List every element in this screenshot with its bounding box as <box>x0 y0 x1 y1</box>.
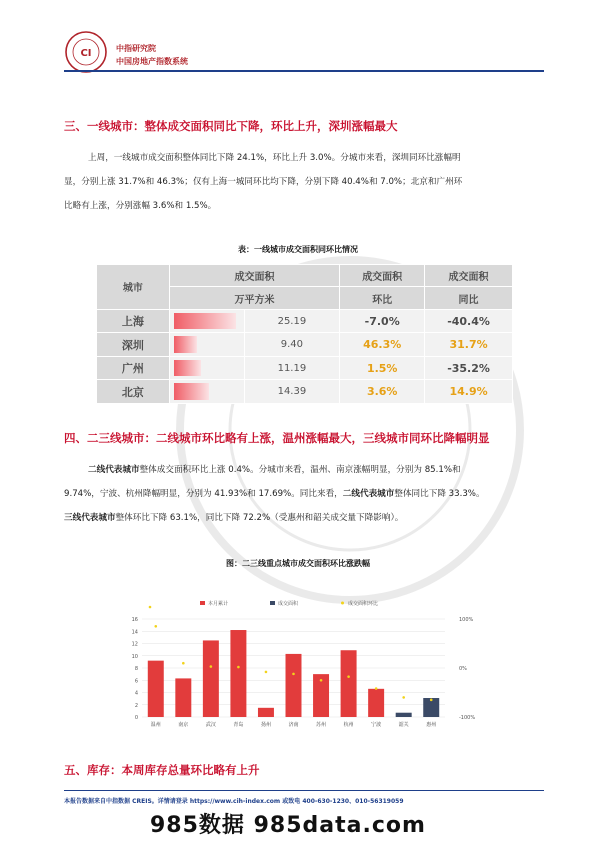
section-4-paragraph-line-2 <box>64 482 485 506</box>
svg-text:CI: CI <box>80 48 92 59</box>
header-yoy-top: 成交面积 <box>425 265 513 287</box>
x-tick-label: 温州 <box>150 722 161 728</box>
section-5-title: 五、库存：本周库存总量环比略有上升 <box>64 763 260 777</box>
yoy-value: 31.7% <box>425 333 513 357</box>
x-tick-label: 惠州 <box>426 722 437 728</box>
area-bar <box>174 383 209 400</box>
chart-point <box>402 696 405 699</box>
x-tick-label: 南京 <box>178 722 189 728</box>
x-tick-label: 宁波 <box>371 722 382 728</box>
city-cell: 深圳 <box>97 333 170 357</box>
chart-bar <box>203 640 219 717</box>
area-bar <box>174 336 197 353</box>
mom-value: 1.5% <box>340 356 425 380</box>
institute-name: 中指研究院 <box>116 44 156 53</box>
chart-point <box>210 665 213 668</box>
section-3-paragraph-line-1: 上周，一线城市成交面积整体同比下降 24.1%，环比上升 3.0%。分城市来看，深圳同环比涨幅明 <box>88 153 461 163</box>
chart-point <box>320 679 323 682</box>
y-left-tick-label: 14 <box>131 629 138 636</box>
legend-swatch <box>270 601 275 605</box>
x-tick-label: 韶关 <box>398 722 409 728</box>
area-value: 9.40 <box>244 333 340 357</box>
y-left-tick-label: 0 <box>134 715 138 721</box>
area-bar <box>174 360 202 377</box>
system-name: 中国房地产指数系统 <box>116 57 188 66</box>
chart-point <box>182 662 185 665</box>
chart-bar <box>368 689 384 717</box>
area-bar-cell <box>169 356 244 380</box>
chart-point <box>375 687 378 690</box>
area-bar-cell <box>169 309 244 333</box>
mom-value: 46.3% <box>340 333 425 357</box>
area-value: 14.39 <box>244 380 340 404</box>
header-mom: 环比 <box>340 287 425 309</box>
chart-point <box>154 625 157 628</box>
city-cell: 上海 <box>97 309 170 333</box>
header-city: 城市 <box>97 265 170 310</box>
area-value: 25.19 <box>244 309 340 333</box>
header-mom-top: 成交面积 <box>340 265 425 287</box>
header-area: 成交面积 <box>169 265 340 287</box>
section-4-line-3-text: 整体环比下降 63.1%，同比下降 72.2%（受惠州和韶关成交量下降影响）。 <box>115 513 404 523</box>
chart-bar <box>286 654 302 717</box>
x-tick-label: 武汉 <box>205 722 216 728</box>
y-left-tick-label: 16 <box>131 617 138 623</box>
y-left-tick-label: 10 <box>131 653 138 660</box>
table-caption: 表：一线城市成交面积同环比情况 <box>238 245 358 254</box>
section-4-title: 四、二三线城市：二线城市环比略有上涨，温州涨幅最大，三线城市同环比降幅明显 <box>64 431 490 445</box>
yoy-value: -35.2% <box>425 356 513 380</box>
y-right-tick-label: 0% <box>459 666 467 672</box>
chart-bar <box>230 630 246 717</box>
chart-point <box>149 606 152 609</box>
table-row <box>97 380 513 404</box>
second-tier-label: 二线代表城市 <box>88 465 140 475</box>
area-bar <box>174 313 236 330</box>
chart-bar <box>341 650 357 717</box>
area-bar-cell <box>169 333 244 357</box>
chart-bar <box>258 708 274 717</box>
mom-value: 3.6% <box>340 380 425 404</box>
header-divider <box>64 70 544 72</box>
table-row <box>97 309 513 333</box>
chart-bar <box>396 713 412 717</box>
x-tick-label: 济南 <box>288 722 299 728</box>
section-3-title: 三、一线城市：整体成交面积同比下降，环比上升，深圳涨幅最大 <box>64 119 398 133</box>
section-3-paragraph-line-3: 比略有上涨，分别涨幅 3.6%和 1.5%。 <box>64 201 217 211</box>
legend-label: 成交面积环比 <box>348 601 379 607</box>
table-row <box>97 333 513 357</box>
footer-source-note: 本报告数据来自中指数据 CREIS。详情请登录 https://www.cih-index.com 或致电 400-630-1230、010-56319059 <box>64 798 404 805</box>
city-cell: 广州 <box>97 356 170 380</box>
y-left-tick-label: 4 <box>134 690 138 697</box>
city-cell: 北京 <box>97 380 170 404</box>
x-tick-label: 苏州 <box>316 722 327 728</box>
header-area-unit: 万平方米 <box>169 287 340 309</box>
chart-caption: 图：二三线重点城市成交面积环比涨跌幅 <box>226 559 370 568</box>
chart-point <box>430 699 433 702</box>
header-yoy: 同比 <box>425 287 513 309</box>
x-tick-label: 青岛 <box>233 722 244 728</box>
bottom-watermark: 985数据 985data.com <box>150 813 426 838</box>
legend-swatch <box>341 602 344 605</box>
second-tier-label-2: 二线代表城市 <box>342 489 395 499</box>
yoy-value: 14.9% <box>425 380 513 404</box>
yoy-value: -40.4% <box>425 309 513 333</box>
mom-value: -7.0% <box>340 309 425 333</box>
section-4-paragraph-line-1 <box>88 458 461 482</box>
y-right-tick-label: -100% <box>459 715 476 721</box>
section-4-line-2-text-b: 整体同比下降 33.3%。 <box>394 489 485 499</box>
x-tick-label: 杭州 <box>343 722 354 728</box>
legend-label: 成交面积 <box>278 601 299 607</box>
chart-bar <box>148 661 164 717</box>
y-left-tick-label: 8 <box>134 666 138 672</box>
first-tier-city-table <box>96 264 513 404</box>
city-area-chart <box>120 589 480 741</box>
legend-label: 本月累计 <box>208 601 229 607</box>
chart-bar <box>175 678 191 717</box>
area-bar-cell <box>169 380 244 404</box>
third-tier-label: 三线代表城市 <box>64 513 116 523</box>
y-left-tick-label: 2 <box>134 702 138 709</box>
chart-point <box>265 671 268 674</box>
area-value: 11.19 <box>244 356 340 380</box>
chart-point <box>237 666 240 669</box>
y-left-tick-label: 12 <box>131 641 138 648</box>
section-4-line-2-text-a: 9.74%，宁波、杭州降幅明显，分别为 41.93%和 17.69%。同比来看， <box>64 489 343 499</box>
y-left-tick-label: 6 <box>134 678 138 685</box>
section-4-line-1-text: 整体成交面积环比上涨 0.4%。分城市来看，温州、南京涨幅明显，分别为 85.1%和 <box>139 465 461 475</box>
chart-point <box>292 673 295 676</box>
table-row <box>97 356 513 380</box>
y-right-tick-label: 100% <box>459 617 474 623</box>
section-4-paragraph-line-3 <box>64 506 403 530</box>
footer-divider <box>64 790 544 791</box>
company-logo <box>64 30 108 74</box>
x-tick-label: 扬州 <box>260 722 271 728</box>
section-3-paragraph-line-2: 显，分别上涨 31.7%和 46.3%；仅有上海一城同环比均下降，分别下降 40.4%和 7.0%；北京和广州环 <box>64 177 463 187</box>
chart-point <box>347 675 350 678</box>
legend-swatch <box>200 601 205 605</box>
